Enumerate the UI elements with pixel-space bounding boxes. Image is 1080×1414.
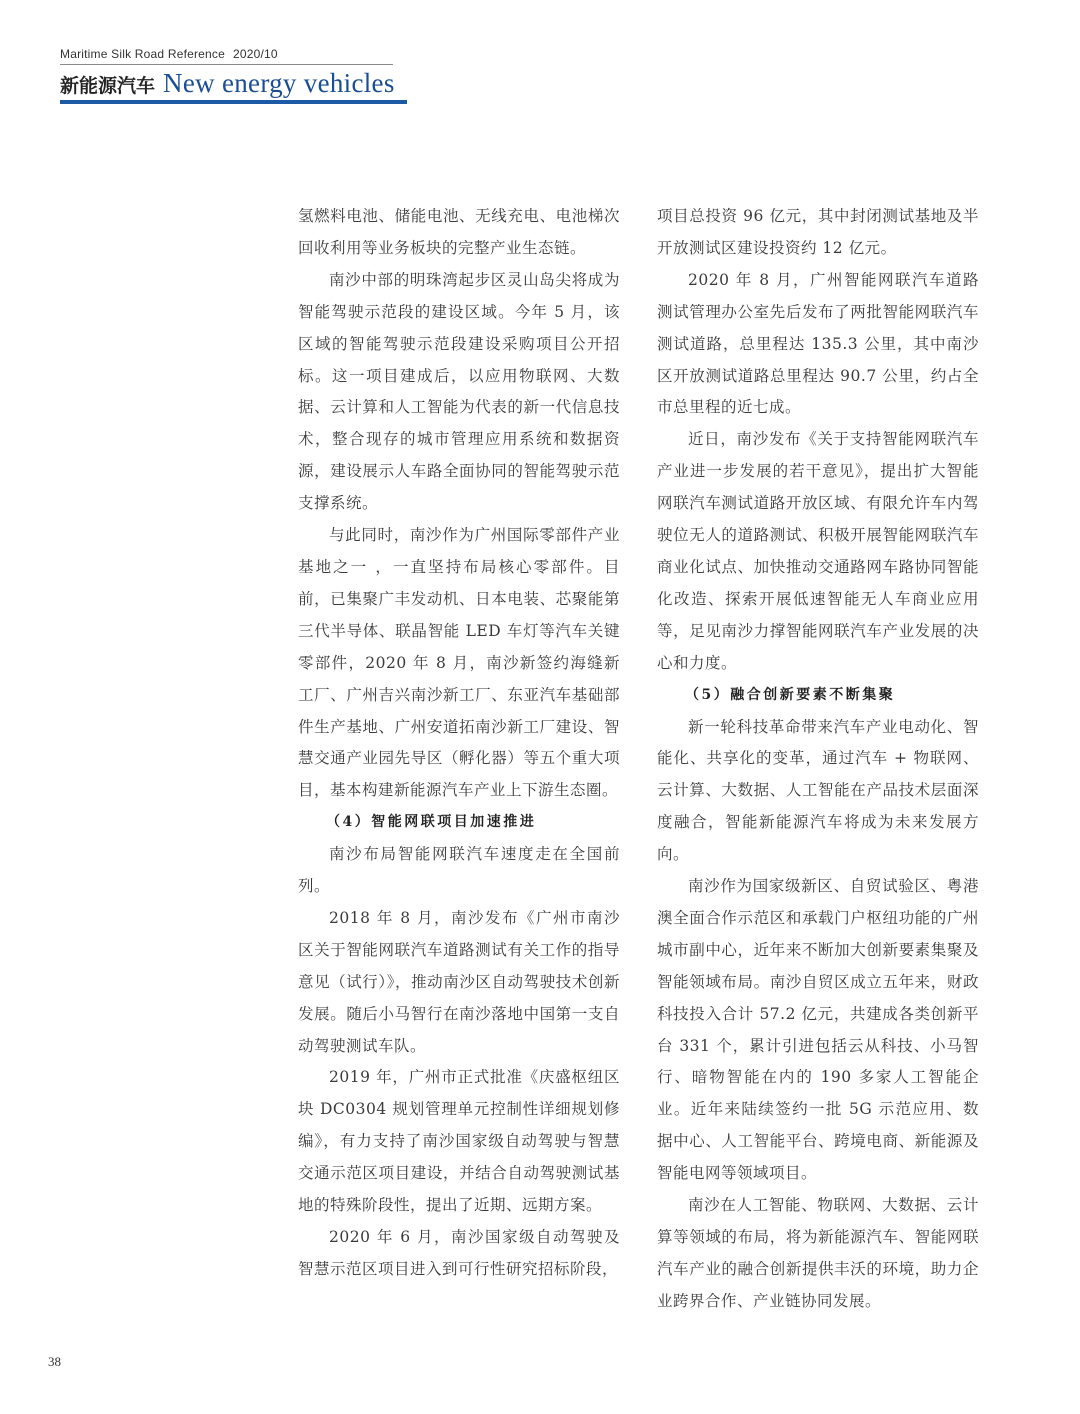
header-publication-line bbox=[60, 47, 278, 61]
paragraph: 近日，南沙发布《关于支持智能网联汽车产业进一步发展的若干意见》，提出扩大智能网联汽车测试道路开放区域、有限允许车内驾驶位无人的道路测试、积极开展智能网联汽车商业化试点、加快推动交通路网车路协同智能化改造、探索开展低速智能无人车商业应用等，足见南沙力撑智能网联汽车产业发展的决心和力度。 bbox=[657, 430, 979, 672]
issue-date: 2020/10 bbox=[233, 47, 278, 61]
paragraph: 新一轮科技革命带来汽车产业电动化、智能化、共享化的变革，通过汽车 + 物联网、云计算、大数据、人工智能在产品技术层面深度融合，智能新能源汽车将成为未来发展方向。 bbox=[657, 717, 979, 864]
publication-name: Maritime Silk Road Reference bbox=[60, 47, 225, 61]
section-title bbox=[60, 68, 395, 99]
header-thin-rule bbox=[60, 64, 393, 65]
left-column bbox=[298, 201, 620, 1286]
subsection-heading: （5）融合创新要素不断集聚 bbox=[685, 686, 896, 703]
paragraph: 氢燃料电池、储能电池、无线充电、电池梯次回收利用等业务板块的完整产业生态链。 bbox=[298, 207, 620, 257]
page-number: 38 bbox=[48, 1354, 61, 1369]
paragraph: 南沙布局智能网联汽车速度走在全国前列。 bbox=[298, 845, 620, 896]
header-blue-bar bbox=[60, 100, 407, 104]
section-title-en: New energy vehicles bbox=[163, 68, 395, 98]
paragraph: 2018 年 8 月，南沙发布《广州市南沙区关于智能网联汽车道路测试有关工作的指导意见（试行）》，推动南沙区自动驾驶技术创新发展。随后小马智行在南沙落地中国第一支自动驾驶测试车队。 bbox=[298, 908, 620, 1055]
paragraph: 2020 年 6 月，南沙国家级自动驾驶及智慧示范区项目进入到可行性研究招标阶段， bbox=[298, 1228, 620, 1278]
paragraph: 与此同时，南沙作为广州国际零部件产业基地之一 ，一直坚持布局核心零部件。目前，已集聚广丰发动机、日本电装、芯聚能第三代半导体、联晶智能 LED 车灯等汽车关键零部件，2020 年 8 月，南沙新签约海缝新工厂、广州吉兴南沙新工厂、东亚汽车基础部件生产基地、广州安道拓南沙新工厂建设、智慧交通产业园先导区（孵化器）等五个重大项目，基本构建新能源汽车产业上下游生态圈。 bbox=[298, 526, 620, 800]
paragraph: 2019 年，广州市正式批准《庆盛枢纽区块 DC0304 规划管理单元控制性详细规划修编》，有力支持了南沙国家级自动驾驶与智慧交通示范区项目建设，并结合自动驾驶测试基地的特殊阶段性，提出了近期、远期方案。 bbox=[298, 1068, 620, 1215]
paragraph: 2020 年 8 月，广州智能网联汽车道路测试管理办公室先后发布了两批智能网联汽车测试道路，总里程达 135.3 公里，其中南沙区开放测试道路总里程达 90.7 公里，约占全市总里程的近七成。 bbox=[657, 270, 979, 417]
right-column bbox=[657, 201, 979, 1318]
paragraph: 南沙中部的明珠湾起步区灵山岛尖将成为智能驾驶示范段的建设区域。今年 5 月，该区域的智能驾驶示范段建设采购项目公开招标。这一项目建成后，以应用物联网、大数据、云计算和人工智能为代表的新一代信息技术，整合现存的城市管理应用系统和数据资源，建设展示人车路全面协同的智能驾驶示范支撑系统。 bbox=[298, 270, 620, 513]
subsection-heading: （4）智能网联项目加速推进 bbox=[326, 814, 537, 831]
section-title-cn: 新能源汽车 bbox=[60, 75, 156, 97]
paragraph: 南沙在人工智能、物联网、大数据、云计算等领域的布局，将为新能源汽车、智能网联汽车产业的融合创新提供丰沃的环境，助力企业跨界合作、产业链协同发展。 bbox=[657, 1196, 979, 1310]
paragraph: 南沙作为国家级新区、自贸试验区、粤港澳全面合作示范区和承载门户枢纽功能的广州城市副中心，近年来不断加大创新要素集聚及智能领域布局。南沙自贸区成立五年来，财政科技投入合计 57.2 亿元，共建成各类创新平台 331 个，累计引进包括云从科技、小马智行、暗物智能在内的 190 多家人工智能企业。近年来陆续签约一批 5G 示范应用、数据中心、人工智能平台、跨境电商、新能源及智能电网等领域项目。 bbox=[657, 877, 979, 1183]
paragraph: 项目总投资 96 亿元，其中封闭测试基地及半开放测试区建设投资约 12 亿元。 bbox=[657, 207, 979, 257]
